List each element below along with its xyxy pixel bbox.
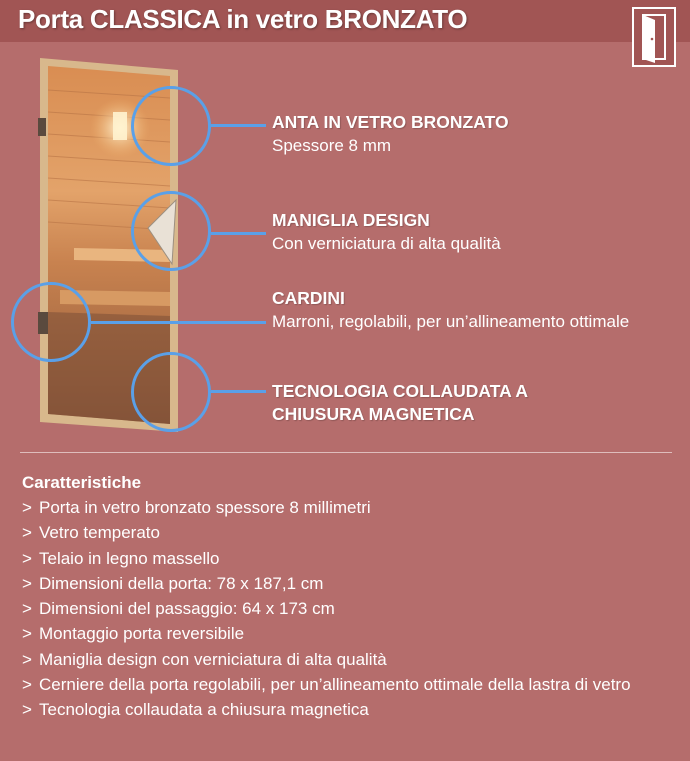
- feature-magnetic: [272, 380, 572, 426]
- glass-connector-line: [211, 124, 266, 127]
- list-item: > Dimensioni del passaggio: 64 x 173 cm: [22, 599, 335, 619]
- feature-description: Con verniciatura di alta qualità: [272, 234, 501, 253]
- feature-description: Marroni, regolabili, per un’allineamento ottimale: [272, 312, 630, 331]
- feature-heading: MANIGLIA DESIGN: [272, 210, 430, 230]
- list-item: > Cerniere della porta regolabili, per un’allineamento ottimale della lastra di vetro: [22, 675, 631, 695]
- list-item: > Dimensioni della porta: 78 x 187,1 cm: [22, 573, 324, 593]
- list-item: > Montaggio porta reversibile: [22, 624, 245, 644]
- feature-handle: [272, 209, 501, 255]
- list-item: > Porta in vetro bronzato spessore 8 millimetri: [22, 498, 371, 517]
- handle-connector-line: [211, 232, 266, 235]
- feature-heading: ANTA IN VETRO BRONZATO: [272, 112, 509, 132]
- feature-heading: TECNOLOGIA COLLAUDATA A CHIUSURA MAGNETICA: [272, 381, 528, 424]
- list-item: > Vetro temperato: [22, 523, 160, 543]
- page-title: Porta CLASSICA in vetro BRONZATO: [18, 4, 468, 34]
- feature-hinges: [272, 287, 672, 333]
- feature-heading: CARDINI: [272, 288, 345, 308]
- list-item: > Maniglia design con verniciatura di alta qualità: [22, 649, 387, 669]
- door-open-icon: [632, 7, 676, 67]
- glass-zoom-ring: [131, 86, 211, 166]
- hinge-connector-line: [91, 321, 266, 324]
- feature-description: Spessore 8 mm: [272, 136, 392, 155]
- handle-zoom-ring: [131, 191, 211, 271]
- list-item: > Telaio in legno massello: [22, 548, 220, 568]
- magnetic-connector-line: [211, 390, 266, 393]
- feature-glass: [272, 111, 509, 157]
- section-divider: [20, 452, 672, 453]
- hinge-zoom-ring: [11, 282, 91, 362]
- specs-section: [22, 471, 662, 723]
- magnetic-zoom-ring: [131, 352, 211, 432]
- specs-heading: Caratteristiche: [22, 473, 142, 492]
- specs-list: [22, 495, 662, 723]
- list-item: > Tecnologia collaudata a chiusura magnetica: [22, 700, 369, 720]
